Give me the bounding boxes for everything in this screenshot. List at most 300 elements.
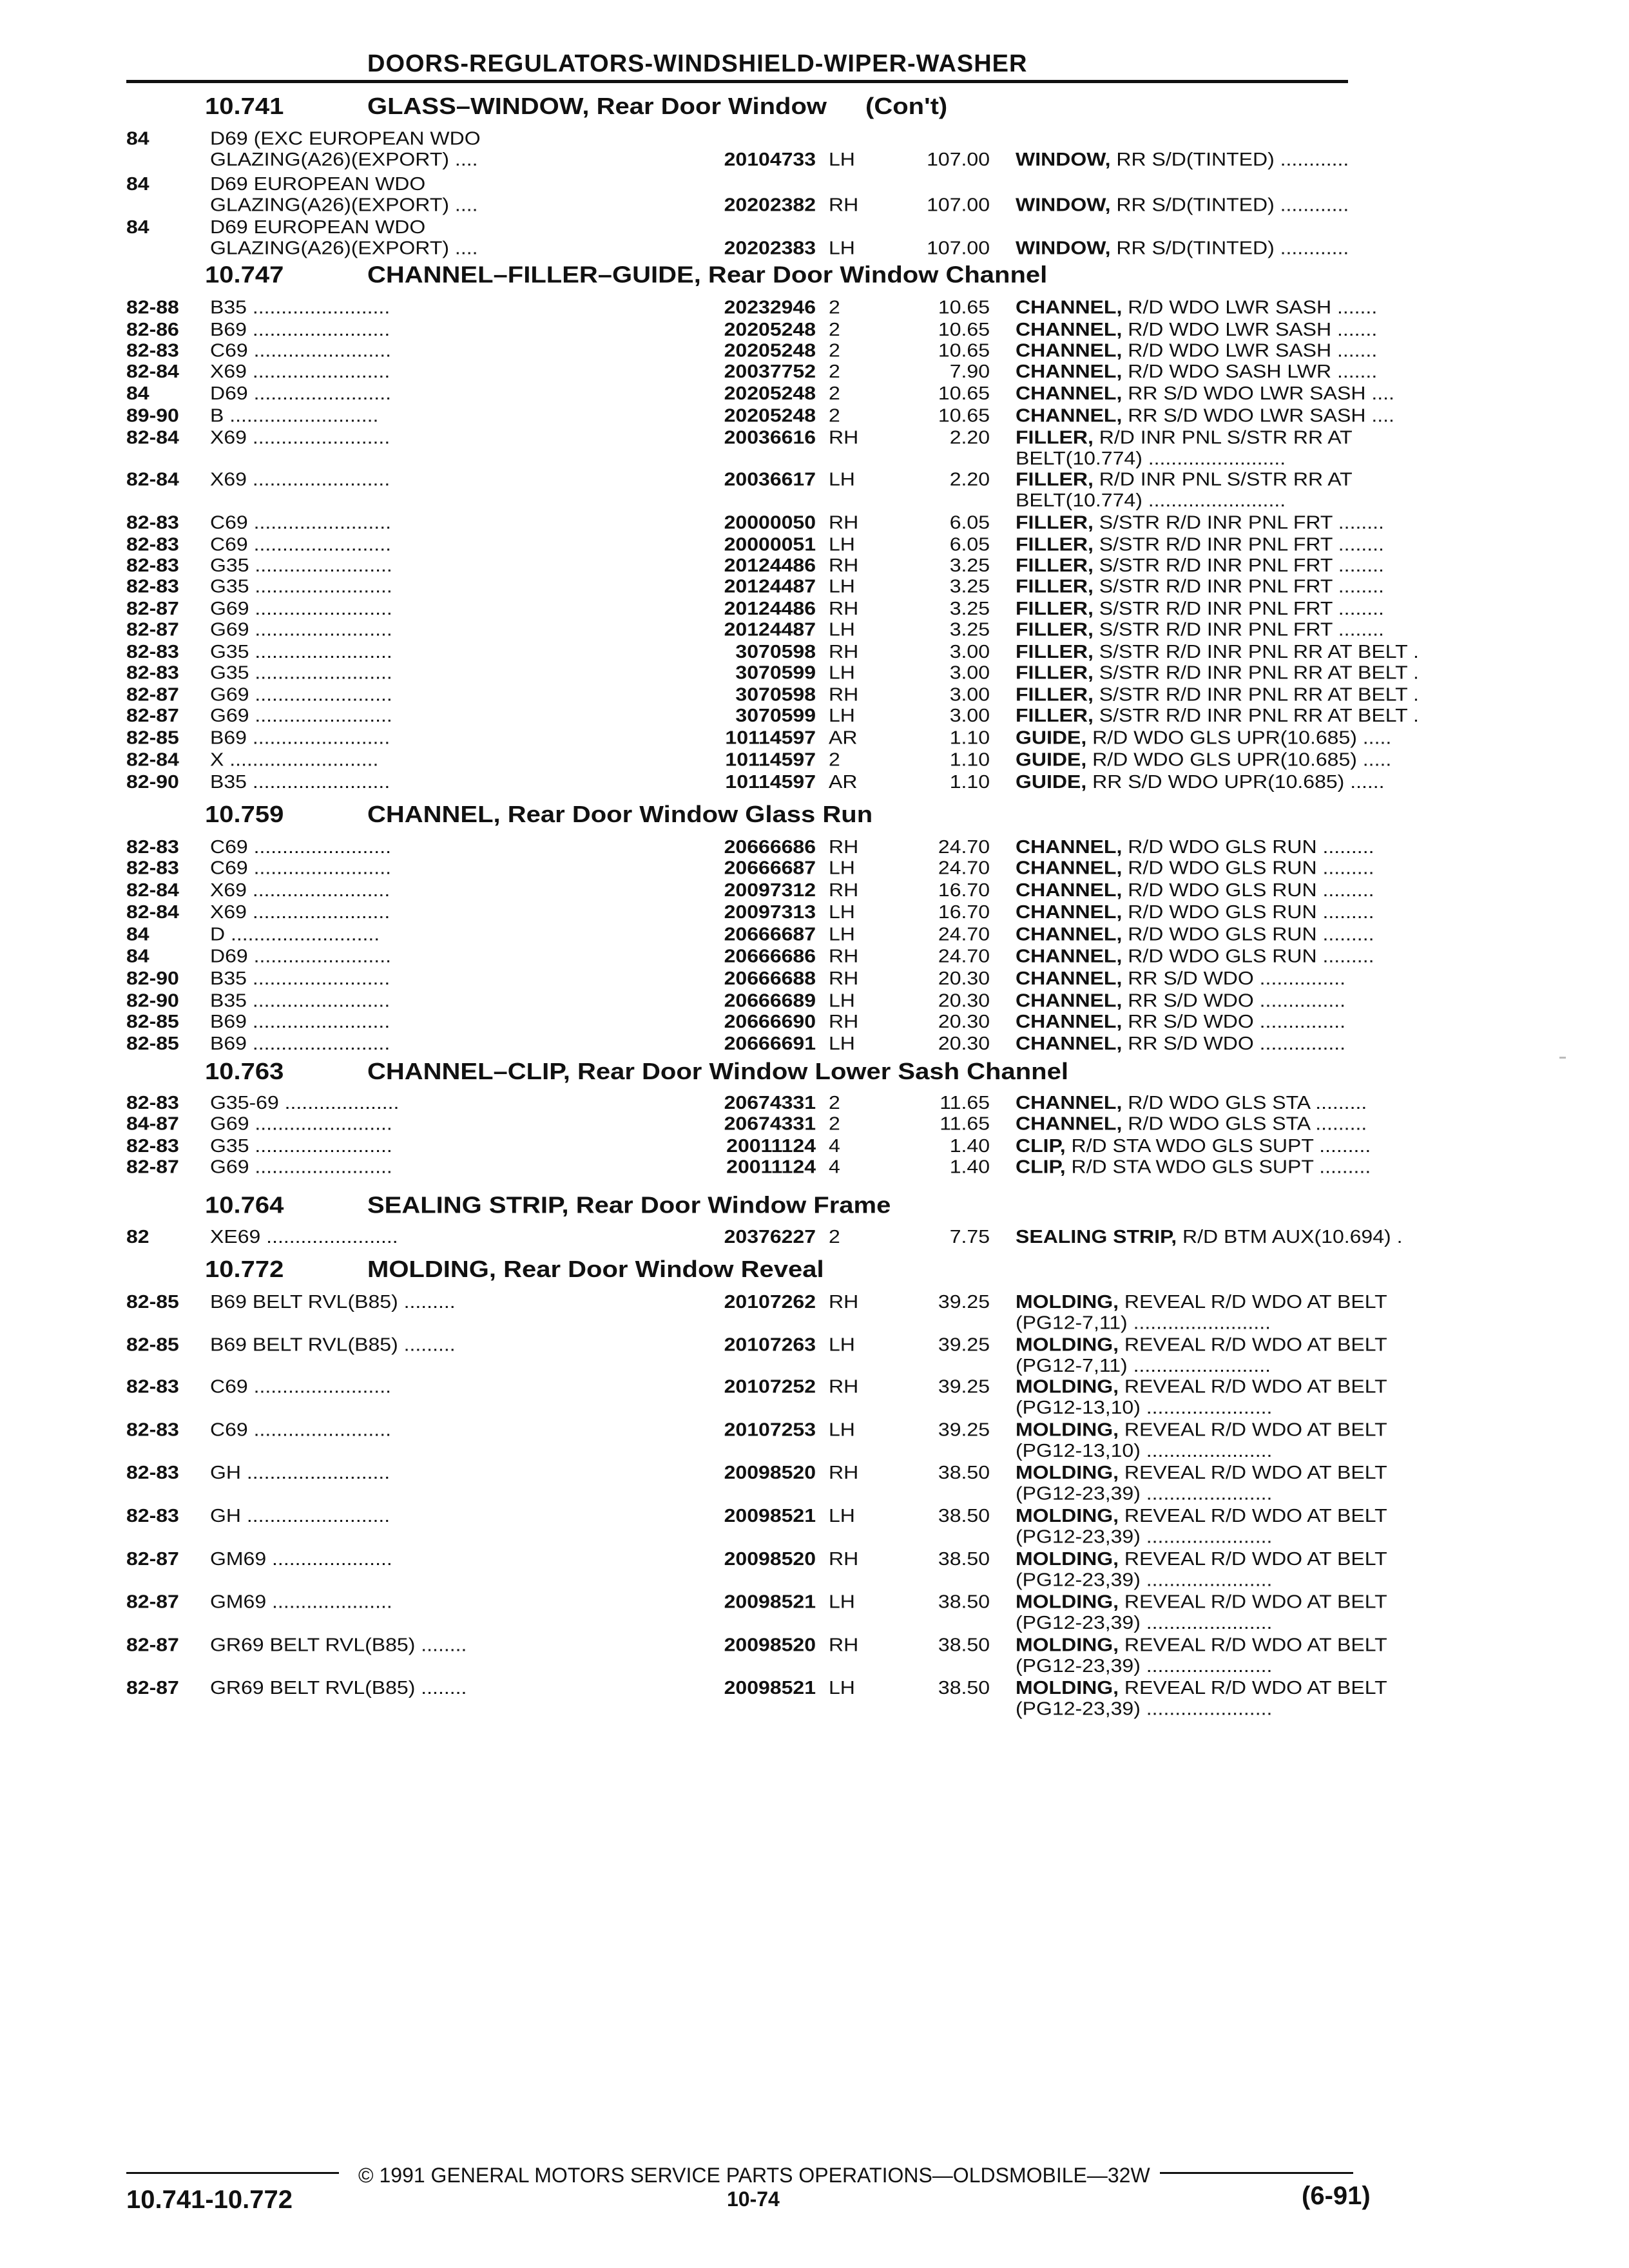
model-code: D69 ........................ <box>210 382 391 404</box>
part-name: WINDOW, <box>1016 194 1111 215</box>
model-code: B69 BELT RVL(B85) ......... <box>210 1334 456 1355</box>
year-range: 82-87 <box>126 619 179 640</box>
quantity-side: RH <box>829 1548 859 1570</box>
part-description <box>1016 968 1473 988</box>
section-name: CHANNEL, Rear Door Window Glass Run <box>367 802 873 828</box>
quantity-side: RH <box>829 512 859 533</box>
part-detail: RR S/D(TINTED) ............ <box>1110 237 1349 258</box>
part-description <box>1016 1113 1473 1134</box>
part-description <box>1016 727 1473 747</box>
section-number: 10.747 <box>205 262 284 288</box>
footer-page-number: 10-74 <box>727 2187 780 2211</box>
year-range: 82-83 <box>126 662 179 683</box>
quantity-side: LH <box>829 533 855 555</box>
part-detail: RR S/D WDO ............... <box>1122 967 1346 989</box>
year-range: 82-87 <box>126 1591 179 1612</box>
part-name: FILLER, <box>1016 684 1094 705</box>
year-range: 82-90 <box>126 990 179 1011</box>
part-number: 3070599 <box>735 662 816 683</box>
part-number: 20124486 <box>724 597 816 619</box>
list-price: 38.50 <box>938 1504 990 1526</box>
list-price: 38.50 <box>938 1548 990 1570</box>
model-code: D69 EUROPEAN WDO GLAZING(A26)(EXPORT) .... <box>210 173 478 215</box>
part-name: CHANNEL, <box>1016 340 1123 361</box>
year-range: 82-84 <box>126 901 179 923</box>
list-price: 6.05 <box>949 512 990 533</box>
quantity-side: LH <box>829 575 855 597</box>
year-range: 82-87 <box>126 1548 179 1570</box>
part-detail: S/STR R/D INR PNL RR AT BELT . <box>1093 684 1419 705</box>
part-name: FILLER, <box>1016 640 1094 662</box>
part-name: FILLER, <box>1016 468 1094 490</box>
part-number: 20098520 <box>724 1634 816 1655</box>
section-name: CHANNEL–FILLER–GUIDE, Rear Door Window Channel <box>367 262 1048 288</box>
model-code: B69 ........................ <box>210 318 390 340</box>
part-description <box>1016 857 1473 878</box>
model-code: G35 ........................ <box>210 640 392 662</box>
part-description <box>1016 296 1473 317</box>
year-range: 82-83 <box>126 1376 179 1397</box>
year-range: 82-85 <box>126 1010 179 1032</box>
quantity-side: 2 <box>829 405 840 426</box>
part-description <box>1016 361 1473 381</box>
list-price: 7.75 <box>949 1225 990 1247</box>
list-price: 24.70 <box>938 923 990 945</box>
part-number: 20037752 <box>724 360 816 382</box>
part-name: FILLER, <box>1016 704 1094 726</box>
list-price: 38.50 <box>938 1591 990 1612</box>
section-suffix: (Con't) <box>865 93 948 120</box>
part-number: 20232946 <box>724 296 816 318</box>
quantity-side: LH <box>829 662 855 683</box>
model-code: G69 ........................ <box>210 1113 392 1134</box>
model-code: G35 ........................ <box>210 575 392 597</box>
list-price: 11.65 <box>940 1113 990 1134</box>
part-number: 20666686 <box>724 945 816 967</box>
part-number: 20674331 <box>724 1092 816 1113</box>
part-name: GUIDE, <box>1016 727 1087 748</box>
section-title <box>205 1191 891 1220</box>
model-code: X69 ........................ <box>210 879 390 901</box>
quantity-side: AR <box>829 727 858 748</box>
part-number: 20124486 <box>724 555 816 576</box>
part-name: WINDOW, <box>1016 237 1111 258</box>
part-description <box>1016 383 1473 403</box>
year-range: 82-84 <box>126 360 179 382</box>
part-number: 20202383 <box>724 237 816 258</box>
part-detail: R/D BTM AUX(10.694) . <box>1177 1225 1403 1247</box>
part-number: 20205248 <box>724 405 816 426</box>
model-code: X69 ........................ <box>210 468 390 490</box>
year-range: 89-90 <box>126 405 179 426</box>
part-number: 20666691 <box>724 1032 816 1054</box>
model-code: G69 ........................ <box>210 1156 392 1177</box>
list-price: 1.10 <box>949 727 990 748</box>
part-detail: REVEAL R/D WDO AT BELT (PG12-7,11) ........................ <box>1016 1334 1387 1376</box>
part-detail: RR S/D WDO ............... <box>1122 1032 1346 1054</box>
list-price: 10.65 <box>938 296 990 318</box>
part-number: 20104733 <box>724 149 816 170</box>
section-number: 10.772 <box>205 1256 284 1283</box>
part-detail: REVEAL R/D WDO AT BELT (PG12-13,10) ...................... <box>1016 1376 1387 1418</box>
part-description <box>1016 427 1473 468</box>
part-detail: REVEAL R/D WDO AT BELT (PG12-7,11) ........................ <box>1016 1291 1387 1333</box>
part-description <box>1016 1548 1473 1590</box>
part-number: 3070598 <box>735 684 816 705</box>
part-name: CHANNEL, <box>1016 967 1123 989</box>
part-description <box>1016 555 1473 575</box>
year-range: 82-85 <box>126 727 179 748</box>
part-detail: REVEAL R/D WDO AT BELT (PG12-23,39) ...................... <box>1016 1591 1387 1633</box>
part-description <box>1016 149 1473 169</box>
part-name: CHANNEL, <box>1016 296 1123 318</box>
year-range: 82-83 <box>126 512 179 533</box>
quantity-side: LH <box>829 237 855 258</box>
section-title <box>205 1255 824 1284</box>
year-range: 82-90 <box>126 967 179 989</box>
list-price: 38.50 <box>938 1634 990 1655</box>
part-name: FILLER, <box>1016 619 1094 640</box>
list-price: 10.65 <box>938 405 990 426</box>
part-description <box>1016 319 1473 340</box>
part-detail: RR S/D(TINTED) ............ <box>1110 194 1349 215</box>
part-detail: R/D WDO GLS RUN ......... <box>1122 945 1374 967</box>
model-code: B .......................... <box>210 405 379 426</box>
quantity-side: LH <box>829 1591 855 1612</box>
part-name: MOLDING, <box>1016 1504 1119 1526</box>
part-description <box>1016 1419 1473 1461</box>
part-detail: R/D WDO GLS STA ......... <box>1122 1113 1367 1134</box>
model-code: X69 ........................ <box>210 901 390 923</box>
part-number: 20674331 <box>724 1113 816 1134</box>
part-description <box>1016 405 1473 425</box>
part-name: CHANNEL, <box>1016 836 1123 858</box>
part-name: MOLDING, <box>1016 1462 1119 1483</box>
part-number: 20124487 <box>724 575 816 597</box>
part-number: 10114597 <box>725 771 816 793</box>
part-number: 20107262 <box>724 1291 816 1312</box>
part-detail: S/STR R/D INR PNL FRT ........ <box>1093 555 1384 576</box>
model-code: B35 ........................ <box>210 990 390 1011</box>
quantity-side: 2 <box>829 749 840 770</box>
list-price: 1.10 <box>949 771 990 793</box>
part-detail: S/STR R/D INR PNL RR AT BELT . <box>1093 662 1419 683</box>
part-name: CHANNEL, <box>1016 1010 1123 1032</box>
part-name: CHANNEL, <box>1016 857 1123 878</box>
year-range: 84 <box>126 945 149 967</box>
part-number: 20666687 <box>724 857 816 878</box>
part-description <box>1016 598 1473 619</box>
part-name: WINDOW, <box>1016 149 1111 170</box>
model-code: D69 (EXC EUROPEAN WDO GLAZING(A26)(EXPORT) .... <box>210 128 481 170</box>
list-price: 24.70 <box>938 857 990 878</box>
list-price: 39.25 <box>938 1291 990 1312</box>
part-detail: S/STR R/D INR PNL RR AT BELT . <box>1093 704 1419 726</box>
part-number: 20376227 <box>724 1225 816 1247</box>
section-number: 10.741 <box>205 93 284 120</box>
part-number: 20205248 <box>724 382 816 404</box>
list-price: 3.00 <box>949 662 990 683</box>
part-name: FILLER, <box>1016 555 1094 576</box>
section-title <box>205 92 947 121</box>
part-name: GUIDE, <box>1016 771 1087 793</box>
quantity-side: 2 <box>829 382 840 404</box>
quantity-side: LH <box>829 149 855 170</box>
part-number: 3070598 <box>735 640 816 662</box>
model-code: G69 ........................ <box>210 619 392 640</box>
list-price: 107.00 <box>927 194 990 215</box>
quantity-side: LH <box>829 1334 855 1355</box>
section-name: CHANNEL–CLIP, Rear Door Window Lower Sash Channel <box>367 1059 1068 1085</box>
quantity-side: LH <box>829 1419 855 1440</box>
part-detail: R/D INR PNL S/STR RR AT BELT(10.774) ........................ <box>1016 468 1353 511</box>
quantity-side: RH <box>829 1462 859 1483</box>
list-price: 3.00 <box>949 684 990 705</box>
part-number: 20205248 <box>724 340 816 361</box>
part-number: 20666689 <box>724 990 816 1011</box>
list-price: 10.65 <box>938 340 990 361</box>
part-description <box>1016 662 1473 682</box>
model-code: GH ......................... <box>210 1462 390 1483</box>
part-number: 20666687 <box>724 923 816 945</box>
part-name: CLIP, <box>1016 1156 1066 1177</box>
part-number: 20097312 <box>724 879 816 901</box>
part-name: MOLDING, <box>1016 1677 1119 1698</box>
part-number: 20098520 <box>724 1462 816 1483</box>
year-range: 84 <box>126 128 149 149</box>
model-code: G35-69 .................... <box>210 1092 400 1113</box>
list-price: 1.10 <box>949 749 990 770</box>
year-range: 82-84 <box>126 749 179 770</box>
part-description <box>1016 1334 1473 1376</box>
part-description <box>1016 237 1473 258</box>
part-name: CHANNEL, <box>1016 405 1123 426</box>
year-range: 82-85 <box>126 1032 179 1054</box>
part-number: 10114597 <box>725 749 816 770</box>
year-range: 82-87 <box>126 1634 179 1655</box>
quantity-side: RH <box>829 967 859 989</box>
model-code: B69 ........................ <box>210 1010 390 1032</box>
part-number: 20107252 <box>724 1376 816 1397</box>
part-description <box>1016 340 1473 360</box>
part-detail: REVEAL R/D WDO AT BELT (PG12-23,39) ...................... <box>1016 1462 1387 1504</box>
year-range: 82-87 <box>126 597 179 619</box>
part-number: 20000050 <box>724 512 816 533</box>
part-name: FILLER, <box>1016 662 1094 683</box>
part-detail: R/D WDO LWR SASH ....... <box>1122 318 1378 340</box>
part-detail: R/D STA WDO GLS SUPT ......... <box>1065 1156 1371 1177</box>
part-name: CHANNEL, <box>1016 1113 1123 1134</box>
quantity-side: RH <box>829 1376 859 1397</box>
part-number: 20011124 <box>726 1156 816 1177</box>
model-code: B69 BELT RVL(B85) ......... <box>210 1291 456 1312</box>
list-price: 3.00 <box>949 704 990 726</box>
part-name: MOLDING, <box>1016 1591 1119 1612</box>
model-code: X .......................... <box>210 749 379 770</box>
part-detail: RR S/D WDO UPR(10.685) ...... <box>1086 771 1385 793</box>
part-number: 20666686 <box>724 836 816 858</box>
part-name: FILLER, <box>1016 597 1094 619</box>
part-detail: S/STR R/D INR PNL FRT ........ <box>1093 512 1384 533</box>
part-description <box>1016 749 1473 770</box>
part-description <box>1016 1291 1473 1333</box>
part-description <box>1016 1462 1473 1504</box>
part-name: CHANNEL, <box>1016 318 1123 340</box>
year-range: 82-88 <box>126 296 179 318</box>
part-number: 20107263 <box>724 1334 816 1355</box>
year-range: 82-84 <box>126 879 179 901</box>
part-name: GUIDE, <box>1016 749 1087 770</box>
model-code: B35 ........................ <box>210 967 390 989</box>
year-range: 82-83 <box>126 1135 179 1157</box>
list-price: 16.70 <box>938 901 990 923</box>
part-detail: R/D WDO GLS RUN ......... <box>1122 923 1374 945</box>
list-price: 3.25 <box>949 619 990 640</box>
part-number: 20205248 <box>724 318 816 340</box>
year-range: 82-85 <box>126 1334 179 1355</box>
part-name: MOLDING, <box>1016 1291 1119 1312</box>
model-code: C69 ........................ <box>210 836 391 858</box>
part-number: 20036616 <box>724 427 816 448</box>
model-code: C69 ........................ <box>210 533 391 555</box>
quantity-side: 2 <box>829 1225 840 1247</box>
part-description <box>1016 1135 1473 1156</box>
part-number: 20666690 <box>724 1010 816 1032</box>
footer-date: (6-91) <box>1302 2182 1371 2211</box>
part-name: CLIP, <box>1016 1135 1066 1157</box>
quantity-side: RH <box>829 879 859 901</box>
part-description <box>1016 512 1473 532</box>
quantity-side: LH <box>829 990 855 1011</box>
quantity-side: RH <box>829 836 859 858</box>
year-range: 82-83 <box>126 1504 179 1526</box>
part-description <box>1016 576 1473 597</box>
part-detail: R/D WDO GLS RUN ......... <box>1122 836 1374 858</box>
quantity-side: RH <box>829 640 859 662</box>
footer-section-range: 10.741-10.772 <box>126 2185 293 2214</box>
quantity-side: LH <box>829 468 855 490</box>
year-range: 82-83 <box>126 555 179 576</box>
part-number: 20107253 <box>724 1419 816 1440</box>
part-description <box>1016 879 1473 900</box>
part-number: 20098521 <box>724 1677 816 1698</box>
part-name: CHANNEL, <box>1016 945 1123 967</box>
list-price: 38.50 <box>938 1462 990 1483</box>
part-number: 20666688 <box>724 967 816 989</box>
list-price: 20.30 <box>938 1032 990 1054</box>
part-number: 20098521 <box>724 1504 816 1526</box>
quantity-side: RH <box>829 1634 859 1655</box>
section-number: 10.763 <box>205 1059 284 1085</box>
part-name: CHANNEL, <box>1016 382 1123 404</box>
quantity-side: RH <box>829 194 859 215</box>
quantity-side: RH <box>829 597 859 619</box>
part-name: CHANNEL, <box>1016 901 1123 923</box>
quantity-side: RH <box>829 1010 859 1032</box>
part-detail: R/D INR PNL S/STR RR AT BELT(10.774) ........................ <box>1016 427 1353 469</box>
part-description <box>1016 1376 1473 1418</box>
part-description <box>1016 194 1473 215</box>
model-code: X69 ........................ <box>210 427 390 448</box>
quantity-side: AR <box>829 771 858 793</box>
list-price: 20.30 <box>938 967 990 989</box>
quantity-side: 2 <box>829 340 840 361</box>
list-price: 3.25 <box>949 575 990 597</box>
part-detail: RR S/D(TINTED) ............ <box>1110 149 1349 170</box>
part-detail: RR S/D WDO ............... <box>1122 990 1346 1011</box>
list-price: 24.70 <box>938 945 990 967</box>
part-description <box>1016 990 1473 1010</box>
list-price: 10.65 <box>938 318 990 340</box>
part-description <box>1016 1092 1473 1113</box>
list-price: 39.25 <box>938 1334 990 1355</box>
part-description <box>1016 1033 1473 1053</box>
part-detail: S/STR R/D INR PNL FRT ........ <box>1093 575 1384 597</box>
part-description <box>1016 684 1473 704</box>
footer-rule-right <box>1160 2172 1353 2174</box>
list-price: 39.25 <box>938 1419 990 1440</box>
section-title <box>205 1057 1068 1086</box>
quantity-side: 2 <box>829 318 840 340</box>
quantity-side: RH <box>829 1291 859 1312</box>
part-description <box>1016 1591 1473 1633</box>
part-description <box>1016 771 1473 792</box>
quantity-side: LH <box>829 619 855 640</box>
list-price: 11.65 <box>940 1092 990 1113</box>
quantity-side: 2 <box>829 296 840 318</box>
year-range: 82-85 <box>126 1291 179 1312</box>
part-number: 20097313 <box>724 901 816 923</box>
year-range: 82 <box>126 1225 149 1247</box>
part-detail: S/STR R/D INR PNL FRT ........ <box>1093 533 1384 555</box>
part-description <box>1016 619 1473 639</box>
quantity-side: 2 <box>829 1113 840 1134</box>
model-code: B69 ........................ <box>210 1032 390 1054</box>
year-range: 82-83 <box>126 1462 179 1483</box>
part-description <box>1016 1677 1473 1719</box>
year-range: 82-87 <box>126 1156 179 1177</box>
part-detail: R/D WDO GLS STA ......... <box>1122 1092 1367 1113</box>
part-detail: R/D WDO GLS RUN ......... <box>1122 857 1374 878</box>
model-code: B69 ........................ <box>210 727 390 748</box>
quantity-side: RH <box>829 427 859 448</box>
part-description <box>1016 468 1473 510</box>
model-code: C69 ........................ <box>210 1419 391 1440</box>
part-name: SEALING STRIP, <box>1016 1225 1177 1247</box>
part-description <box>1016 534 1473 555</box>
part-number: 20124487 <box>724 619 816 640</box>
part-name: CHANNEL, <box>1016 1092 1123 1113</box>
list-price: 107.00 <box>927 149 990 170</box>
model-code: G69 ........................ <box>210 684 392 705</box>
quantity-side: LH <box>829 857 855 878</box>
part-detail: RR S/D WDO ............... <box>1122 1010 1346 1032</box>
quantity-side: 2 <box>829 360 840 382</box>
quantity-side: 4 <box>829 1156 840 1177</box>
part-number: 20036617 <box>724 468 816 490</box>
part-description <box>1016 923 1473 944</box>
list-price: 1.40 <box>949 1156 990 1177</box>
part-detail: REVEAL R/D WDO AT BELT (PG12-13,10) ...................... <box>1016 1419 1387 1461</box>
part-detail: REVEAL R/D WDO AT BELT (PG12-23,39) ...................... <box>1016 1548 1387 1590</box>
part-detail: S/STR R/D INR PNL FRT ........ <box>1093 619 1384 640</box>
part-detail: RR S/D WDO LWR SASH .... <box>1122 382 1394 404</box>
part-description <box>1016 1226 1473 1247</box>
part-number: 20098521 <box>724 1591 816 1612</box>
section-name: GLASS–WINDOW, Rear Door Window <box>367 93 827 120</box>
part-detail: R/D WDO LWR SASH ....... <box>1122 340 1378 361</box>
part-name: MOLDING, <box>1016 1419 1119 1440</box>
